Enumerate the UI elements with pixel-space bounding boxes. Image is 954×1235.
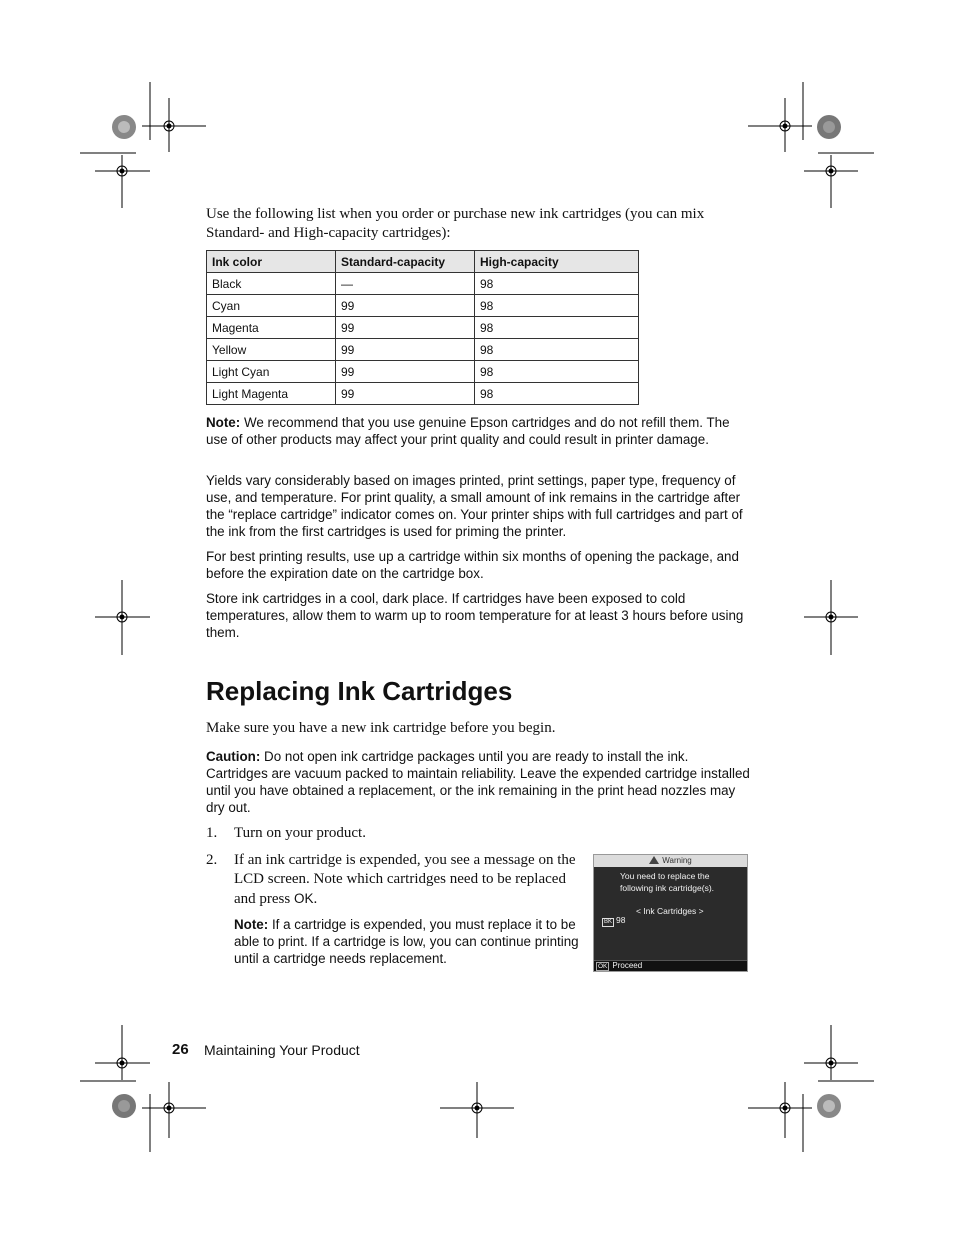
column-header: Ink color: [207, 251, 336, 273]
table-cell: Magenta: [207, 317, 336, 339]
table-cell: 99: [336, 383, 475, 405]
step-number: 1.: [206, 825, 218, 841]
lcd-line: following ink cartridge(s).: [620, 883, 715, 893]
ok-key-badge: OK: [598, 963, 608, 970]
table-row: [207, 339, 639, 361]
step-note: [234, 916, 584, 967]
table-header-row: [207, 251, 639, 273]
table-cell: 98: [475, 273, 639, 295]
table-row: [207, 295, 639, 317]
table-cell: Cyan: [207, 295, 336, 317]
ink-value: 98: [616, 915, 626, 925]
lcd-title: Warning: [662, 856, 692, 865]
table-cell: 99: [336, 361, 475, 383]
ink-code-badge: BK: [604, 919, 613, 925]
table-cell: 98: [475, 361, 639, 383]
note-text: We recommend that you use genuine Epson cartridges and do not refill them. The use of other products may affect your print quality and could result in printer damage.: [206, 415, 730, 447]
lcd-section: < Ink Cartridges >: [636, 906, 704, 916]
table-cell: Black: [207, 273, 336, 295]
storage-paragraph: Store ink cartridges in a cool, dark place. If cartridges have been exposed to cold temperatures, allow them to warm up to room temperature for at least 3 hours before using them.: [206, 591, 744, 640]
lcd-line: You need to replace the: [620, 871, 710, 881]
lcd-footer: [594, 960, 747, 971]
ink-cartridge-table: [206, 250, 639, 405]
page-number: 26: [172, 1041, 189, 1058]
lcd-ink-level: [602, 915, 625, 927]
table-cell: 99: [336, 339, 475, 361]
table-cell: 98: [475, 339, 639, 361]
best-results-paragraph: For best printing results, use up a cartridge within six months of opening the package, and before the expiration date on the cartridge box.: [206, 549, 739, 581]
column-header: High-capacity: [475, 251, 639, 273]
step-text: [234, 851, 579, 909]
caution-text: Do not open ink cartridge packages until you are ready to install the ink. Cartridges are vacuum packed to maintain reliability. Leave the expended cartridge installed until you have obtained a replacement, or the ink remaining in the print head nozzles may dry out.: [206, 749, 750, 815]
column-header: Standard-capacity: [336, 251, 475, 273]
table-cell: Yellow: [207, 339, 336, 361]
table-row: [207, 317, 639, 339]
caution-paragraph: [206, 748, 751, 816]
caution-label: Caution:: [206, 749, 261, 764]
table-cell: Light Magenta: [207, 383, 336, 405]
note-label: Note:: [206, 415, 241, 430]
note-paragraph: [206, 414, 751, 448]
lcd-screen-image: [593, 854, 748, 972]
table-cell: 98: [475, 295, 639, 317]
step-number: 2.: [206, 852, 218, 868]
table-cell: —: [336, 273, 475, 295]
footer-section-title: Maintaining Your Product: [204, 1042, 360, 1058]
lcd-title-bar: [594, 855, 747, 867]
yields-paragraph: Yields vary considerably based on images printed, print settings, paper type, frequency of use, and temperature. For print quality, a small amount of ink remains in the cartridge after the “replace cartridge” indicator comes on. Your printer ships with full cartridges and part of the ink from the first cartridges is used for priming the printer.: [206, 473, 743, 539]
warning-icon: [649, 856, 659, 864]
table-cell: Light Cyan: [207, 361, 336, 383]
note-label: Note:: [234, 917, 269, 932]
step-text: Turn on your product.: [234, 825, 366, 841]
intro-paragraph: Use the following list when you order or purchase new ink cartridges (you can mix Standard- and High-capacity cartridges):: [206, 206, 705, 241]
table-cell: 99: [336, 295, 475, 317]
step-text-end: .: [313, 891, 318, 907]
table-cell: 98: [475, 383, 639, 405]
lcd-footer-label: Proceed: [612, 961, 643, 970]
table-row: [207, 383, 639, 405]
note-text: If a cartridge is expended, you must replace it to be able to print. If a cartridge is low, you can continue printing until a cartridge needs replacement.: [234, 917, 579, 966]
table-cell: 99: [336, 317, 475, 339]
table-cell: 98: [475, 317, 639, 339]
section-heading: Replacing Ink Cartridges: [206, 676, 513, 706]
table-row: [207, 273, 639, 295]
step-text-body: If an ink cartridge is expended, you see a message on the LCD screen. Note which cartridges need to be replaced and press: [234, 852, 576, 907]
make-sure-paragraph: Make sure you have a new ink cartridge before you begin.: [206, 720, 556, 736]
table-row: [207, 361, 639, 383]
ok-key-label: OK: [294, 891, 314, 906]
